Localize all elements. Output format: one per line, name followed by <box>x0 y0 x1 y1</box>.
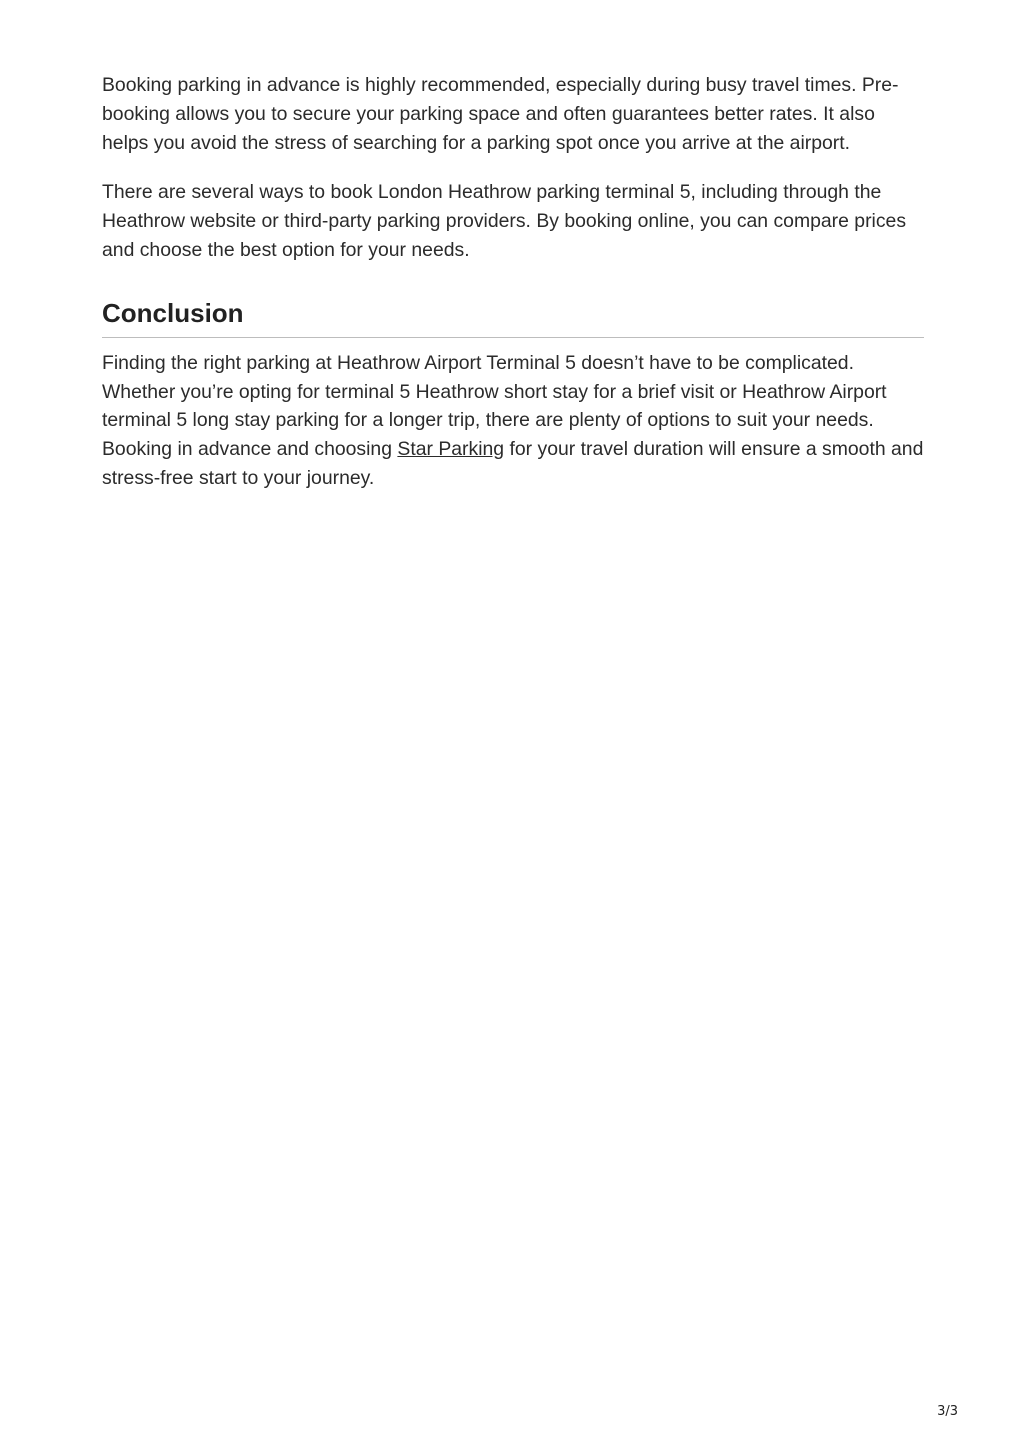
conclusion-text-start: Finding the right parking at Heathrow Airport Terminal 5 doesn’t have to be complicated. Whether you’re opting for terminal 5 Heathrow short stay for a brief visit or Heathrow Airport terminal 5 long stay parking for a longer trip, there are plenty of options to suit your needs. Booking in advance and choosing <box>102 351 887 461</box>
conclusion-paragraph <box>102 349 924 493</box>
conclusion-text-end: for your travel duration will ensure a smooth and stress-free start to your journey. <box>102 438 924 489</box>
paragraph-booking-advance: Booking parking in advance is highly recommended, especially during busy travel times. Pre-booking allows you to secure your parking space and often guarantees better rates. It also helps you avoid the stress of searching for a parking spot once you arrive at the airport. <box>102 74 899 154</box>
conclusion-heading: Conclusion <box>102 294 924 338</box>
page-number: 3/3 <box>937 1404 958 1419</box>
star-parking-link[interactable]: Star Parking <box>397 438 505 461</box>
document-content <box>102 71 924 493</box>
paragraph-booking-ways: There are several ways to book London Heathrow parking terminal 5, including through the Heathrow website or third-party parking providers. By booking online, you can compare prices and choose the best option for your needs. <box>102 181 907 261</box>
